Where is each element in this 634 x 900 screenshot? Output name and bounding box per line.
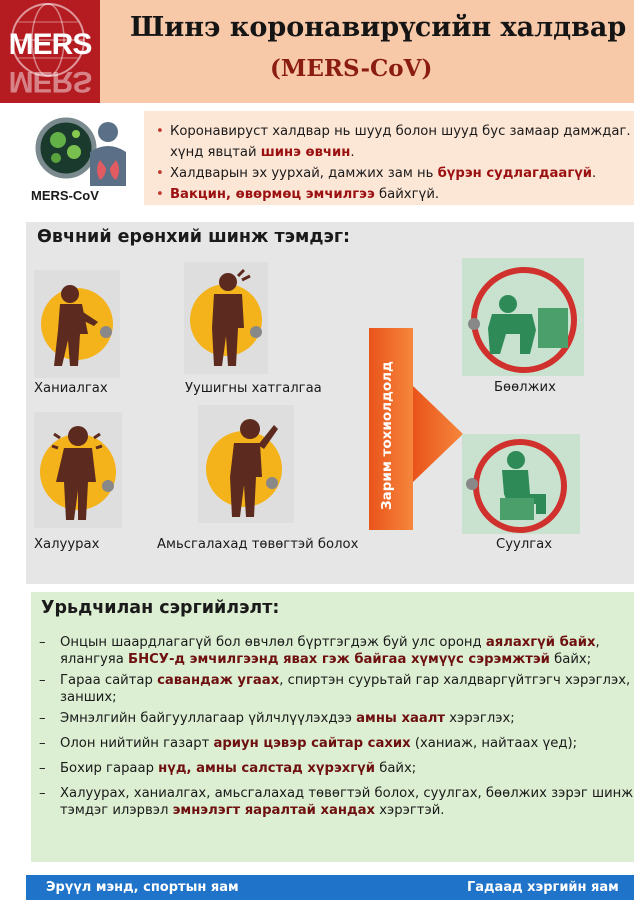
logo-text-reflection: MERS: [8, 65, 92, 98]
intro-item: [150, 184, 634, 205]
prevention-text: (ханиаж, найтаах үед);: [410, 736, 578, 751]
prevention-item-line: [36, 710, 634, 727]
diarrhea-icon: [462, 434, 580, 534]
prevention-emphasis: эмнэлэгт яаралтай хандах: [172, 803, 376, 818]
prevention-text: Онцын шаардлагагүй бол өвчлөл бүртгэгдэж буй улс оронд: [60, 635, 486, 650]
logo-text-main: MERS: [8, 28, 92, 61]
intro-item: [150, 163, 634, 184]
footer-ministry-health: Эрүүл мэнд, спортын яам: [46, 880, 239, 895]
prevention-title: Урьдчилан сэргийлэлт:: [41, 598, 280, 618]
intro-text: Коронавируст халдвар нь шууд болон шууд бус замаар дамждаг.: [170, 124, 631, 139]
virus-lungs-icon: [30, 112, 130, 188]
symptom-label-cough: Ханиалгах: [34, 381, 108, 396]
prevention-text: тэмдэг илэрвэл: [60, 803, 173, 818]
prevention-text: занших;: [60, 690, 117, 705]
prevention-item-line: [36, 634, 634, 651]
prevention-item-line: [36, 785, 634, 802]
intro-item: [150, 142, 634, 163]
chest-pain-icon: [184, 262, 268, 374]
intro-highlight: шинэ өвчин: [260, 145, 351, 160]
prevention-text: ялангуяа: [60, 652, 129, 667]
prevention-item-line: [36, 672, 634, 689]
breathing-difficulty-icon: [198, 405, 294, 523]
page-title: Шинэ коронавирүсийн халдвар: [130, 12, 627, 43]
prevention-text: байх;: [375, 761, 417, 776]
intro-highlight: бүрэн судлагдаагүй: [437, 166, 593, 181]
prevention-emphasis: савандаж угаах: [157, 673, 280, 688]
symptom-label-pneumonia: Уушигны хатгалгаа: [185, 381, 322, 396]
intro-text: байхгүй.: [374, 187, 440, 202]
prevention-text: хэрэглэх;: [445, 711, 515, 726]
prevention-item-line: [36, 760, 634, 777]
page-subtitle: (MERS-CoV): [270, 55, 433, 82]
prevention-emphasis: ариун цэвэр сайтар сахих: [213, 736, 411, 751]
intro-item: [150, 121, 634, 142]
footer-ministry-foreign-affairs: Гадаад хэргийн яам: [467, 880, 619, 895]
prevention-emphasis: БНСУ-д эмчилгээнд явах гэж байгаа хүмүүс сэрэмжтэй: [128, 652, 550, 667]
symptom-label-diarrhea: Суулгах: [496, 537, 553, 552]
intro-text: Халдварын эх уурхай, дамжих зам нь: [170, 166, 438, 181]
prevention-text: Олон нийтийн газарт: [60, 736, 214, 751]
symptom-label-vomiting: Бөөлжих: [494, 380, 556, 395]
mers-logo: [0, 0, 100, 103]
prevention-item-line: [36, 651, 634, 668]
prevention-text: Бохир гараар: [60, 761, 159, 776]
prevention-item-line: [36, 735, 634, 752]
intro-text: .: [350, 145, 355, 160]
symptom-label-breathing: Амьсгалахад төвөгтэй болох: [157, 537, 359, 552]
fever-icon: [34, 412, 122, 528]
prevention-emphasis: аялахгүй байх: [485, 635, 596, 650]
intro-text: хүнд явцтай: [170, 145, 261, 160]
prevention-text: байх;: [549, 652, 592, 667]
prevention-text: хэрэгтэй.: [375, 803, 445, 818]
prevention-text: , спиртэн суурьтай гар халдваргүйтгэгч хэрэглэх,: [279, 673, 631, 688]
prevention-emphasis: нүд, амны салстад хүрэхгүй: [158, 761, 376, 776]
intro-highlight: Вакцин, өвөрмөц эмчилгээ: [170, 187, 375, 202]
intro-list: [150, 121, 634, 205]
prevention-list: [36, 634, 634, 819]
prevention-text: Халуурах, ханиалгах, амьсгалахад төвөгтэй болох, суулгах, бөөлжих зэрэг шинж: [60, 786, 634, 801]
mers-badge: MERS-CoV: [31, 188, 99, 203]
intro-text: .: [592, 166, 597, 181]
prevention-text: Эмнэлгийн байгууллагаар үйлчлүүлэхдээ: [60, 711, 357, 726]
prevention-item-line: [36, 689, 634, 706]
prevention-emphasis: амны хаалт: [356, 711, 446, 726]
prevention-text: ,: [595, 635, 600, 650]
prevention-text: Гараа сайтар: [60, 673, 158, 688]
symptoms-title: Өвчний ерөнхий шинж тэмдэг:: [37, 227, 351, 247]
prevention-item-line: [36, 802, 634, 819]
cough-icon: [34, 270, 120, 378]
arrow-label: [379, 484, 395, 510]
symptom-label-fever: Халуурах: [34, 537, 100, 552]
vomiting-icon: [462, 258, 584, 376]
